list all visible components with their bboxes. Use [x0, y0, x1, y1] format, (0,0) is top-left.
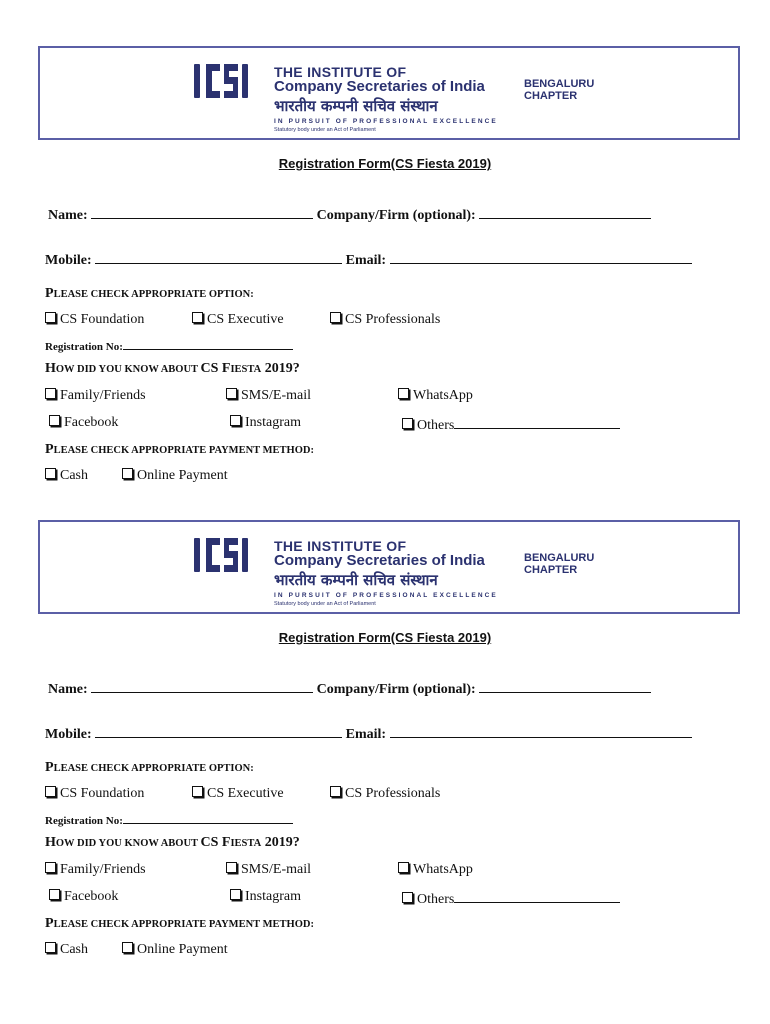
institute-line-1: THE INSTITUTE OF — [274, 538, 407, 554]
institute-line-2: Company Secretaries of India — [274, 78, 485, 95]
payment-heading: PLEASE CHECK APPROPRIATE PAYMENT METHOD: — [45, 442, 314, 457]
name-label: Name: — [48, 682, 88, 697]
option-cs-executive[interactable]: CS Executive — [192, 312, 284, 328]
option-cs-executive[interactable]: CS Executive — [192, 786, 284, 802]
institute-line-hindi: भारतीय कम्पनी सचिव संस्थान — [274, 571, 438, 589]
payment-online[interactable]: Online Payment — [122, 942, 228, 958]
others-field[interactable] — [454, 889, 620, 903]
registration-no-row — [45, 813, 293, 827]
checkbox-icon[interactable] — [330, 312, 341, 323]
email-label: Email: — [345, 253, 387, 268]
checkbox-icon[interactable] — [226, 862, 237, 873]
source-family-friends[interactable]: Family/Friends — [45, 862, 146, 878]
registration-no-field[interactable] — [123, 813, 293, 824]
payment-cash[interactable]: Cash — [45, 942, 88, 958]
option-cs-professionals[interactable]: CS Professionals — [330, 786, 440, 802]
form-title: Registration Form(CS Fiesta 2019) — [278, 156, 492, 171]
icsi-logo-icon — [192, 60, 254, 100]
source-whatsapp[interactable]: WhatsApp — [398, 388, 473, 404]
icsi-logo-icon — [192, 534, 254, 574]
mobile-label: Mobile: — [45, 253, 92, 268]
checkbox-icon[interactable] — [226, 388, 237, 399]
source-others[interactable]: Others — [402, 415, 620, 434]
checkbox-icon[interactable] — [45, 312, 56, 323]
name-field[interactable] — [91, 205, 313, 219]
registration-form-2 — [0, 474, 770, 957]
mobile-row — [45, 724, 692, 743]
source-family-friends[interactable]: Family/Friends — [45, 388, 146, 404]
checkbox-icon[interactable] — [398, 388, 409, 399]
source-sms-email[interactable]: SMS/E-mail — [226, 862, 311, 878]
checkbox-icon[interactable] — [330, 786, 341, 797]
chapter-name: BENGALURU CHAPTER — [524, 552, 595, 576]
name-label: Name: — [48, 208, 88, 223]
payment-cash[interactable]: Cash — [45, 468, 88, 484]
option-cs-foundation[interactable]: CS Foundation — [45, 312, 144, 328]
source-facebook[interactable]: Facebook — [49, 415, 118, 431]
registration-no-row — [45, 339, 293, 353]
chapter-name: BENGALURU CHAPTER — [524, 78, 595, 102]
checkbox-icon[interactable] — [402, 892, 413, 903]
checkbox-icon[interactable] — [398, 862, 409, 873]
company-field[interactable] — [479, 205, 651, 219]
checkbox-icon[interactable] — [49, 889, 60, 900]
checkbox-icon[interactable] — [45, 942, 56, 953]
source-instagram[interactable]: Instagram — [230, 889, 301, 905]
source-whatsapp[interactable]: WhatsApp — [398, 862, 473, 878]
institute-statutory: Statutory body under an Act of Parliament — [274, 127, 376, 133]
name-row — [48, 205, 651, 224]
source-sms-email[interactable]: SMS/E-mail — [226, 388, 311, 404]
mobile-field[interactable] — [95, 250, 342, 264]
know-heading: HOW DID YOU KNOW ABOUT CS FIESTA 2019? — [45, 835, 300, 850]
checkbox-icon[interactable] — [45, 786, 56, 797]
payment-online[interactable]: Online Payment — [122, 468, 228, 484]
mobile-label: Mobile: — [45, 727, 92, 742]
company-label: Company/Firm (optional): — [316, 208, 476, 223]
source-facebook[interactable]: Facebook — [49, 889, 118, 905]
know-heading: HOW DID YOU KNOW ABOUT CS FIESTA 2019? — [45, 361, 300, 376]
institute-line-1: THE INSTITUTE OF — [274, 64, 407, 80]
company-field[interactable] — [479, 679, 651, 693]
registration-form-1 — [0, 0, 770, 483]
institute-statutory: Statutory body under an Act of Parliament — [274, 601, 376, 607]
checkbox-icon[interactable] — [402, 418, 413, 429]
registration-no-field[interactable] — [123, 339, 293, 350]
registration-no-label: Registration No: — [45, 815, 123, 827]
mobile-row — [45, 250, 692, 269]
option-cs-foundation[interactable]: CS Foundation — [45, 786, 144, 802]
institute-tagline: IN PURSUIT OF PROFESSIONAL EXCELLENCE — [274, 592, 498, 599]
option-heading: PLEASE CHECK APPROPRIATE OPTION: — [45, 760, 254, 775]
form-title: Registration Form(CS Fiesta 2019) — [278, 630, 492, 645]
option-heading: PLEASE CHECK APPROPRIATE OPTION: — [45, 286, 254, 301]
header-banner — [38, 520, 740, 614]
source-instagram[interactable]: Instagram — [230, 415, 301, 431]
others-field[interactable] — [454, 415, 620, 429]
name-field[interactable] — [91, 679, 313, 693]
email-label: Email: — [345, 727, 387, 742]
registration-no-label: Registration No: — [45, 341, 123, 353]
checkbox-icon[interactable] — [45, 388, 56, 399]
company-label: Company/Firm (optional): — [316, 682, 476, 697]
header-banner — [38, 46, 740, 140]
checkbox-icon[interactable] — [122, 942, 133, 953]
name-row — [48, 679, 651, 698]
email-field[interactable] — [390, 724, 692, 738]
institute-line-2: Company Secretaries of India — [274, 552, 485, 569]
checkbox-icon[interactable] — [192, 786, 203, 797]
institute-tagline: IN PURSUIT OF PROFESSIONAL EXCELLENCE — [274, 118, 498, 125]
checkbox-icon[interactable] — [192, 312, 203, 323]
checkbox-icon[interactable] — [230, 415, 241, 426]
email-field[interactable] — [390, 250, 692, 264]
payment-heading: PLEASE CHECK APPROPRIATE PAYMENT METHOD: — [45, 916, 314, 931]
checkbox-icon[interactable] — [45, 862, 56, 873]
checkbox-icon[interactable] — [49, 415, 60, 426]
institute-line-hindi: भारतीय कम्पनी सचिव संस्थान — [274, 97, 438, 115]
source-others[interactable]: Others — [402, 889, 620, 908]
checkbox-icon[interactable] — [230, 889, 241, 900]
option-cs-professionals[interactable]: CS Professionals — [330, 312, 440, 328]
mobile-field[interactable] — [95, 724, 342, 738]
